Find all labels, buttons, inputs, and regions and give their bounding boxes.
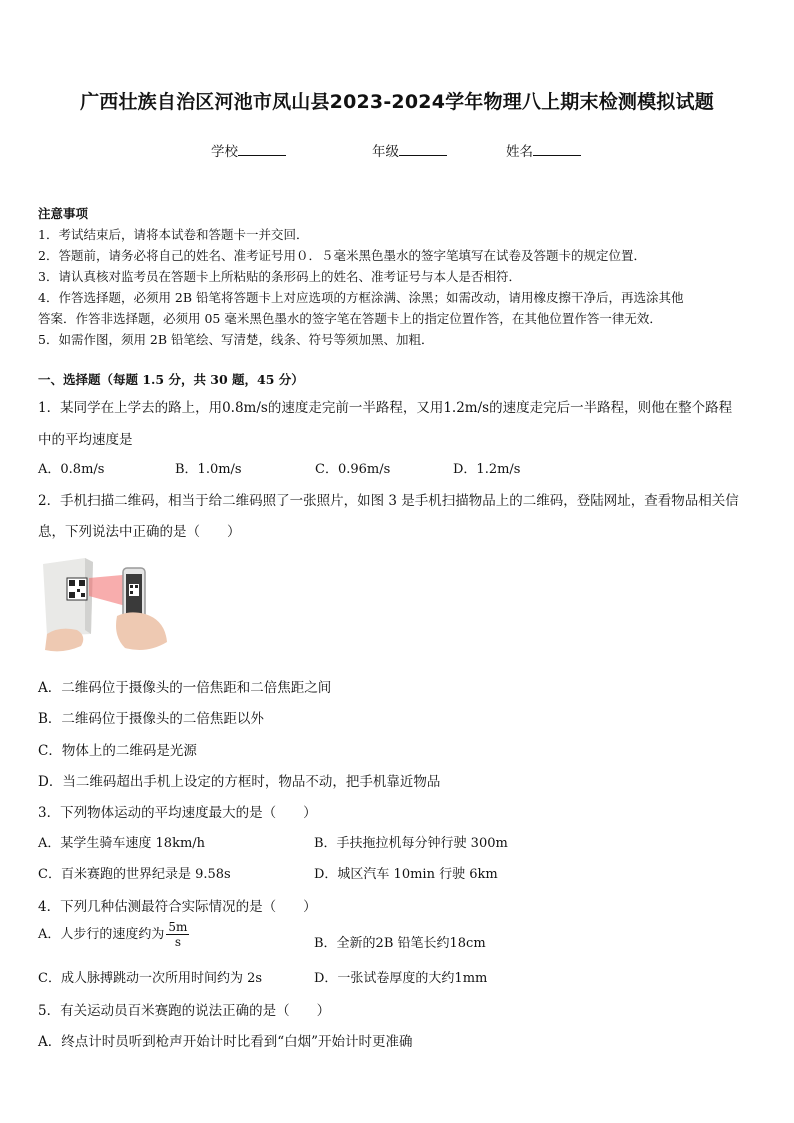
grade-blank	[399, 143, 447, 156]
fraction-denominator: s	[174, 935, 181, 949]
school-blank	[238, 143, 286, 156]
school-field	[211, 140, 286, 160]
q1-option-a: A．0.8m/s	[38, 462, 105, 477]
grade-field	[372, 140, 447, 160]
note-item: 4．作答选择题，必须用 2B 铅笔将答题卡上对应选项的方框涂满、涂黑；如需改动，请用橡皮擦干净后，再选涂其他	[38, 290, 684, 305]
q2-option-b: B．二维码位于摄像头的二倍焦距以外	[38, 711, 264, 727]
question-2-stem-cont: 息，下列说法中正确的是（ ）	[38, 524, 241, 540]
speed-fraction	[166, 920, 189, 949]
q2-option-d: D．当二维码超出手机上设定的方框时，物品不动，把手机靠近物品	[38, 774, 441, 790]
note-item: 答案．作答非选择题，必须用 05 毫米黑色墨水的签字笔在答题卡上的指定位置作答，在其他位置作答一律无效．	[38, 311, 662, 326]
q3-option-c: C．百米赛跑的世界纪录是 9.58s	[38, 867, 231, 882]
q1-option-d: D．1.2m/s	[453, 462, 521, 477]
q3-option-a: A．某学生骑车速度 18km/h	[38, 836, 206, 851]
name-blank	[533, 143, 581, 156]
question-3-stem: 3．下列物体运动的平均速度最大的是（ ）	[38, 805, 317, 821]
question-4-stem: 4．下列几种估测最符合实际情况的是（ ）	[38, 899, 317, 915]
question-5-stem: 5．有关运动员百米赛跑的说法正确的是（ ）	[38, 1003, 331, 1019]
note-item: 1．考试结束后，请将本试卷和答题卡一并交回．	[38, 227, 309, 242]
q5-option-a: A．终点计时员听到枪声开始计时比看到“白烟”开始计时更准确	[38, 1034, 413, 1050]
q4-option-b: B．全新的2B 铅笔长约18cm	[314, 936, 486, 951]
note-item: 5．如需作图，须用 2B 铅笔绘、写清楚，线条、符号等须加黑、加粗．	[38, 332, 434, 347]
qr-scan-photo	[41, 556, 169, 655]
q1-option-b: B．1.0m/s	[175, 462, 242, 477]
question-1-stem-cont: 中的平均速度是	[38, 432, 133, 448]
q4-option-d: D．一张试卷厚度的大约1mm	[314, 971, 488, 986]
page-title: 广西壮族自治区河池市凤山县2023-2024学年物理八上期末检测模拟试题	[80, 91, 714, 113]
school-label: 学校	[211, 144, 238, 160]
section-heading: 一、选择题（每题 1.5 分，共 30 题，45 分）	[38, 372, 304, 387]
note-item: 2．答题前，请务必将自己的姓名、准考证号用０．５毫米黑色墨水的签字笔填写在试卷及答题卡的规定位置．	[38, 248, 646, 263]
q4-option-a-text: A．人步行的速度约为	[38, 927, 165, 942]
name-label: 姓名	[506, 144, 533, 160]
fraction-numerator: 5m	[168, 920, 188, 934]
question-2-stem: 2．手机扫描二维码，相当于给二维码照了一张照片，如图 3 是手机扫描物品上的二维码，登陆网址，查看物品相关信	[38, 493, 739, 509]
qr-scan-illustration	[41, 556, 169, 655]
q2-option-a: A．二维码位于摄像头的一倍焦距和二倍焦距之间	[38, 680, 332, 696]
q4-option-a	[38, 920, 191, 949]
grade-label: 年级	[372, 144, 399, 160]
question-1-stem: 1．某同学在上学去的路上，用0.8m/s的速度走完前一半路程，又用1.2m/s的速度走完后一半路程，则他在整个路程	[38, 400, 733, 416]
note-item: 3．请认真核对监考员在答题卡上所粘贴的条形码上的姓名、准考证号与本人是否相符．	[38, 269, 521, 284]
notes-heading: 注意事项	[38, 206, 89, 221]
q2-option-c: C．物体上的二维码是光源	[38, 743, 197, 759]
q1-option-c: C．0.96m/s	[315, 462, 391, 477]
name-field	[506, 140, 581, 160]
q3-option-d: D．城区汽车 10min 行驶 6km	[314, 867, 498, 882]
q4-option-c: C．成人脉搏跳动一次所用时间约为 2s	[38, 971, 263, 986]
q3-option-b: B．手扶拖拉机每分钟行驶 300m	[314, 836, 508, 851]
